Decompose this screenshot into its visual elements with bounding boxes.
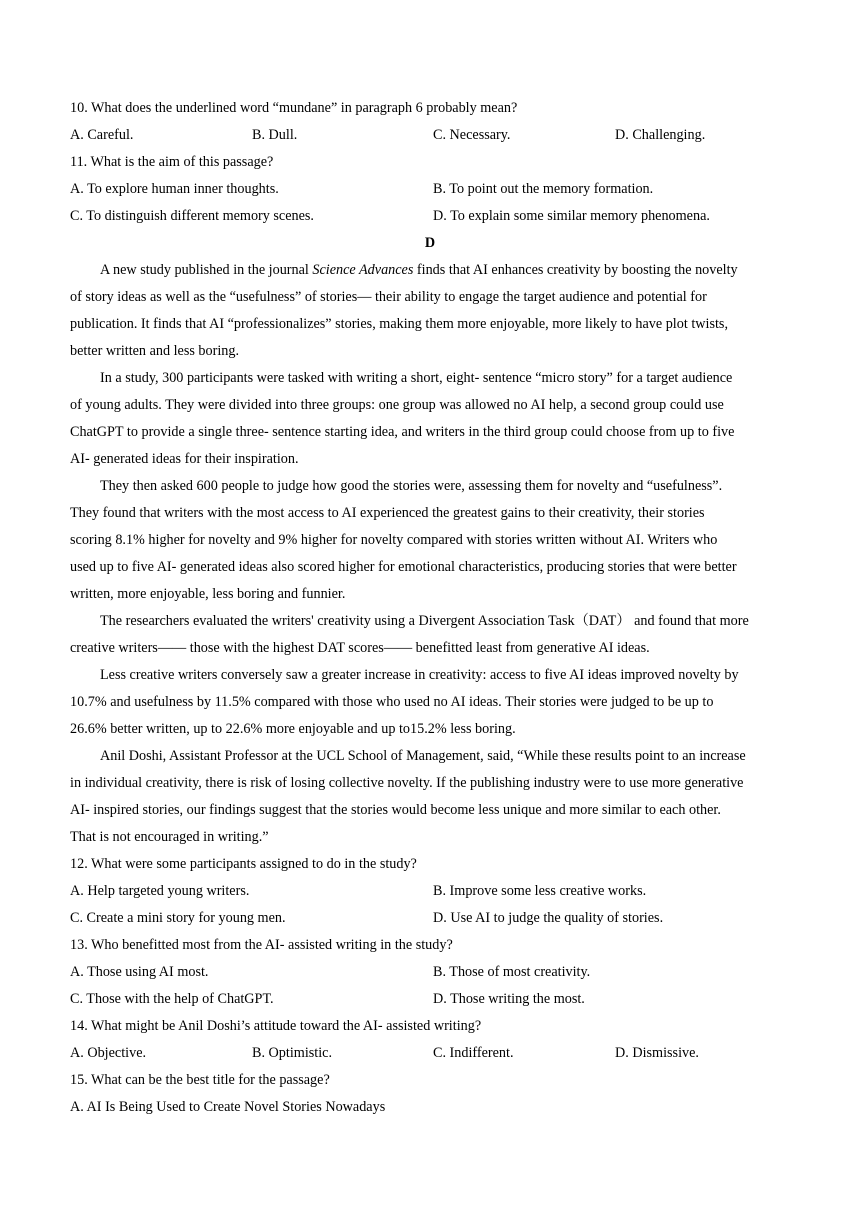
q15-option-a: A. AI Is Being Used to Create Novel Stories Nowadays bbox=[70, 1099, 386, 1115]
q10-option-d: D. Challenging. bbox=[615, 127, 706, 143]
journal-name: Science Advances bbox=[312, 262, 414, 278]
passage-line: scoring 8.1% higher for novelty and 9% higher for novelty compared with stories written without AI. Writers who bbox=[70, 532, 718, 548]
passage-line: of story ideas as well as the “usefulness” of stories— their ability to engage the target audience and potential for bbox=[70, 289, 707, 305]
passage-line: AI- inspired stories, our findings suggest that the stories would become less unique and more similar to each other. bbox=[70, 802, 721, 818]
q14-option-a: A. Objective. bbox=[70, 1045, 147, 1061]
q11-option-d: D. To explain some similar memory phenomena. bbox=[433, 208, 710, 224]
passage-line: In a study, 300 participants were tasked with writing a short, eight- sentence “micro story” for a target audience bbox=[100, 370, 733, 386]
q10-option-c: C. Necessary. bbox=[433, 127, 511, 143]
passage-line: A new study published in the journal Science Advances finds that AI enhances creativity by boosting the novelty bbox=[100, 262, 738, 278]
passage-line: They found that writers with the most access to AI experienced the greatest gains to their creativity, their stories bbox=[70, 505, 705, 521]
passage-line: They then asked 600 people to judge how good the stories were, assessing them for novelty and “usefulness”. bbox=[100, 478, 723, 494]
q14-option-d: D. Dismissive. bbox=[615, 1045, 699, 1061]
passage-line: Less creative writers conversely saw a greater increase in creativity: access to five AI ideas improved novelty by bbox=[100, 667, 739, 683]
q10-option-a: A. Careful. bbox=[70, 127, 134, 143]
passage-line: publication. It finds that AI “professionalizes” stories, making them more enjoyable, more likely to have plot twists, bbox=[70, 316, 728, 332]
q14-option-c: C. Indifferent. bbox=[433, 1045, 514, 1061]
q12-option-a: A. Help targeted young writers. bbox=[70, 883, 250, 899]
passage-line: of young adults. They were divided into three groups: one group was allowed no AI help, a second group could use bbox=[70, 397, 724, 413]
q13-option-b: B. Those of most creativity. bbox=[433, 964, 591, 980]
question-12: 12. What were some participants assigned to do in the study? bbox=[70, 856, 417, 872]
passage-line: The researchers evaluated the writers' creativity using a Divergent Association Task（DAT） and found that more bbox=[100, 613, 749, 629]
passage-line: AI- generated ideas for their inspiration. bbox=[70, 451, 299, 467]
q11-option-c: C. To distinguish different memory scenes. bbox=[70, 208, 314, 224]
q13-option-d: D. Those writing the most. bbox=[433, 991, 585, 1007]
question-10: 10. What does the underlined word “mundane” in paragraph 6 probably mean? bbox=[70, 100, 518, 116]
passage-line: Anil Doshi, Assistant Professor at the UCL School of Management, said, “While these results point to an increase bbox=[100, 748, 746, 764]
q12-option-c: C. Create a mini story for young men. bbox=[70, 910, 286, 926]
q11-option-a: A. To explore human inner thoughts. bbox=[70, 181, 279, 197]
q13-option-c: C. Those with the help of ChatGPT. bbox=[70, 991, 274, 1007]
q14-option-b: B. Optimistic. bbox=[252, 1045, 333, 1061]
passage-line: 10.7% and usefulness by 11.5% compared with those who used no AI ideas. Their stories were judged to be up to bbox=[70, 694, 714, 710]
q12-option-b: B. Improve some less creative works. bbox=[433, 883, 647, 899]
passage-line: used up to five AI- generated ideas also scored higher for emotional characteristics, producing stories that were better bbox=[70, 559, 737, 575]
q11-option-b: B. To point out the memory formation. bbox=[433, 181, 654, 197]
q13-option-a: A. Those using AI most. bbox=[70, 964, 209, 980]
passage-line: 26.6% better written, up to 22.6% more enjoyable and up to15.2% less boring. bbox=[70, 721, 516, 737]
question-13: 13. Who benefitted most from the AI- assisted writing in the study? bbox=[70, 937, 453, 953]
passage-line: better written and less boring. bbox=[70, 343, 240, 359]
passage-line: written, more enjoyable, less boring and funnier. bbox=[70, 586, 346, 602]
passage-line: in individual creativity, there is risk of losing collective novelty. If the publishing industry were to use more generative bbox=[70, 775, 744, 791]
question-14: 14. What might be Anil Doshi’s attitude toward the AI- assisted writing? bbox=[70, 1018, 482, 1034]
section-title: D bbox=[424, 235, 436, 251]
q10-option-b: B. Dull. bbox=[252, 127, 298, 143]
question-15: 15. What can be the best title for the passage? bbox=[70, 1072, 330, 1088]
passage-line: ChatGPT to provide a single three- sentence starting idea, and writers in the third group could choose from up to five bbox=[70, 424, 735, 440]
passage-line: That is not encouraged in writing.” bbox=[70, 829, 269, 845]
question-11: 11. What is the aim of this passage? bbox=[70, 154, 274, 170]
q12-option-d: D. Use AI to judge the quality of stories. bbox=[433, 910, 664, 926]
passage-line: creative writers—— those with the highest DAT scores—— benefitted least from generative AI ideas. bbox=[70, 640, 650, 656]
